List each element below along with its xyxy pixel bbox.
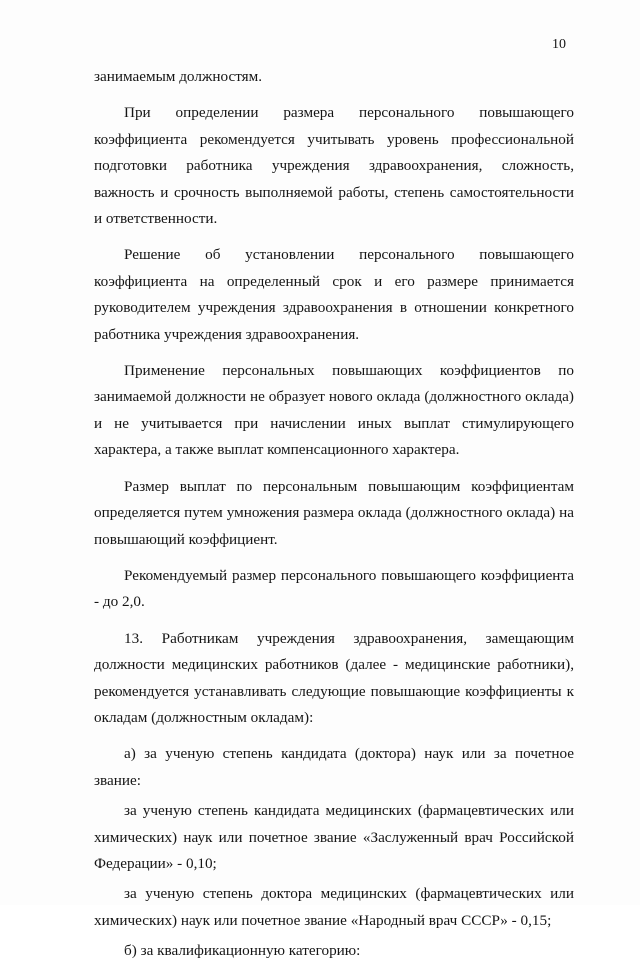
paragraph-coefficient-criteria: При определении размера персонального повышающего коэффициента рекомендуется учитывать уровень профессиональной подготовки работника учреждения здравоохранения, сложность, важность и срочность выполняемой работы, степень самостоятельности и ответственности. [94,104,574,228]
document-body [94,64,574,969]
page-number: 10 [552,37,566,52]
list-item-a: а) за ученую степень кандидата (доктора) наук или за почетное звание: [94,745,574,789]
paragraph-decision: Решение об установлении персонального повышающего коэффициента на определенный срок и его размере принимается руководителем учреждения здравоохранения в отношении конкретного работника учреждения здравоохранения. [94,246,574,343]
paragraph-payment-size: Размер выплат по персональным повышающим коэффициентам определяется путем умножения размера оклада (должностного оклада) на повышающий коэффициент. [94,477,574,548]
list-item-b: б) за квалификационную категорию: [124,942,361,960]
paragraph-recommended-size: Рекомендуемый размер персонального повышающего коэффициента - до 2,0. [94,566,574,611]
list-item-candidate-degree: за ученую степень кандидата медицинских (фармацевтических или химических) наук или почетное звание «Заслуженный врач Российской Федерации» - 0,10; [94,802,574,872]
paragraph-section-13: 13. Работникам учреждения здравоохранения, замещающим должности медицинских работников (далее - медицинские работники), рекомендуется устанавливать следующие повышающие коэффициенты к окладам (должностным окладам): [94,629,574,726]
list-item-doctor-degree: за ученую степень доктора медицинских (фармацевтических или химических) наук или почетное звание «Народный врач СССР» - 0,15; [94,885,574,929]
paragraph-continuation: занимаемым должностям. [94,68,263,85]
paragraph-application: Применение персональных повышающих коэффициентов по занимаемой должности не образует нового оклада (должностного оклада) и не учитывается при начислении иных выплат стимулирующего характера, а также выплат компенсационного характера. [94,362,574,459]
